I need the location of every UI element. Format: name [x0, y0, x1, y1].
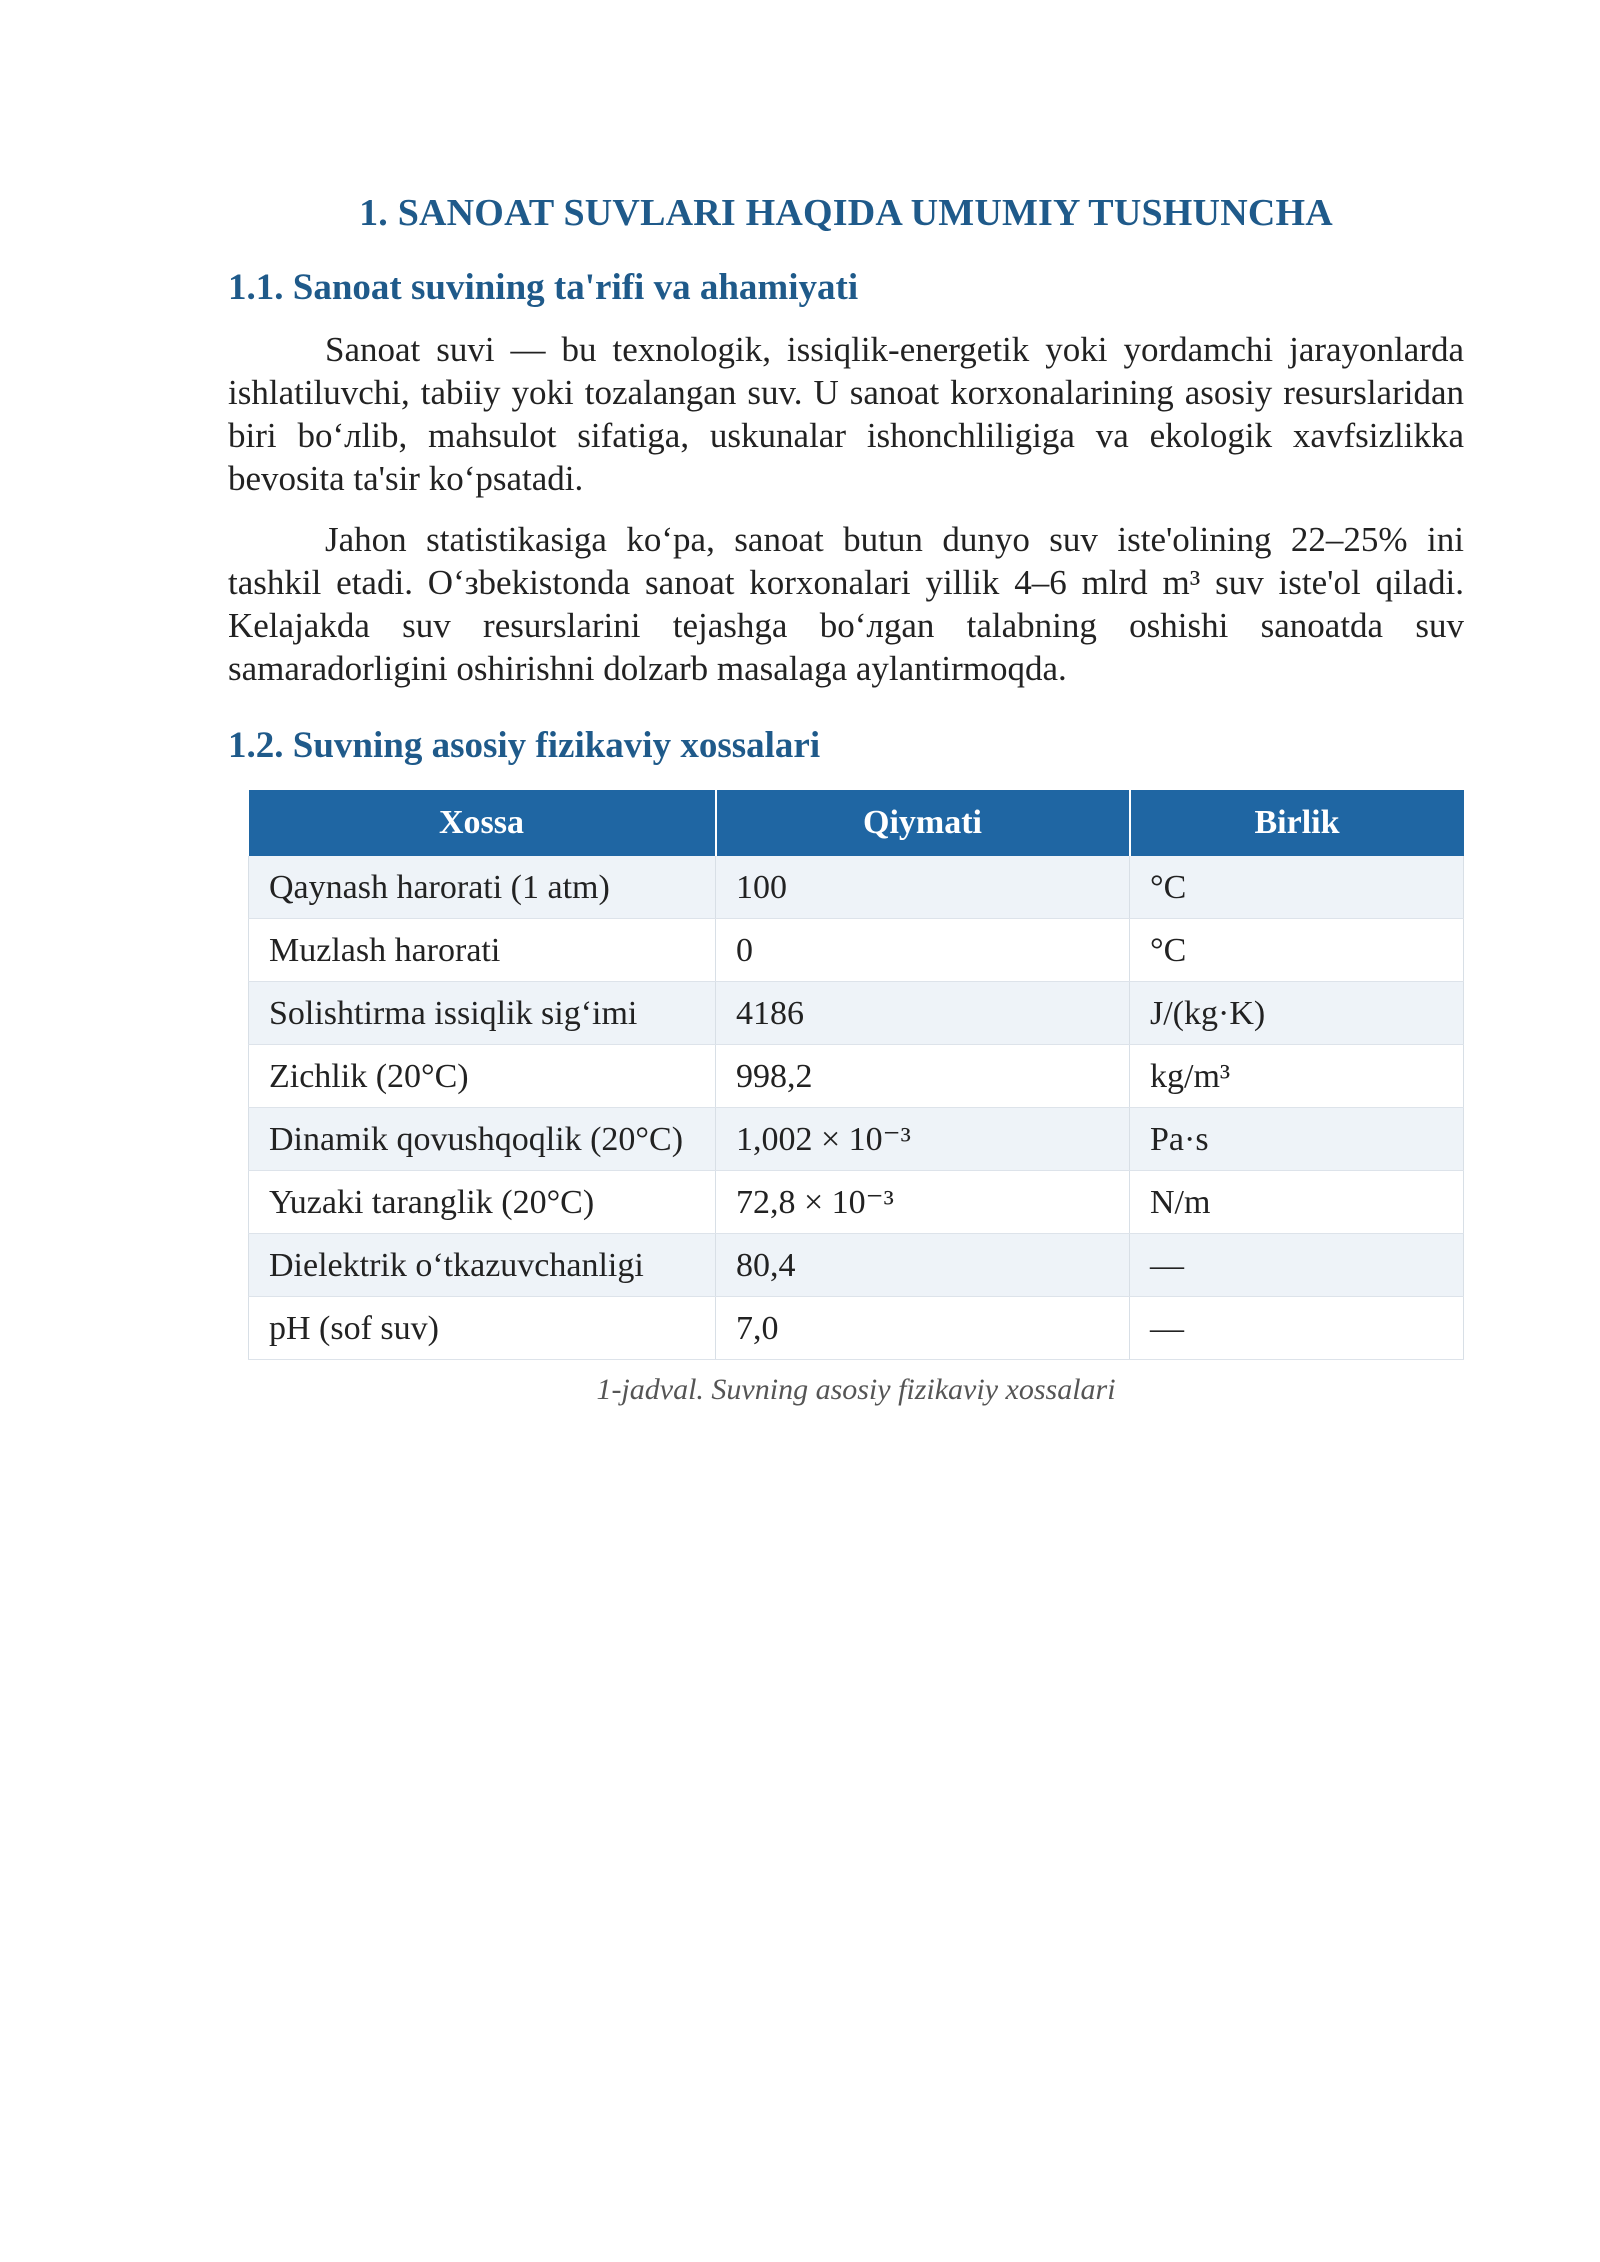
unit-cell: Pa·s	[1130, 1108, 1464, 1171]
unit-cell: N/m	[1130, 1171, 1464, 1234]
value-cell: 7,0	[716, 1297, 1130, 1360]
chapter-title: 1. SANOAT SUVLARI HAQIDA UMUMIY TUSHUNCHA	[359, 192, 1333, 234]
table-row	[249, 1171, 1464, 1234]
table-row	[249, 1045, 1464, 1108]
property-cell: Solishtirma issiqlik sigʻimi	[249, 982, 716, 1045]
header-value: Qiymati	[716, 790, 1130, 856]
value-cell: 100	[716, 856, 1130, 919]
table-row	[249, 1108, 1464, 1171]
paragraph-definition: Sanoat suvi — bu texnologik, issiqlik-energetik yoki yordamchi jarayonlarda ishlatiluvchi, tabiiy yoki tozalangan suv. U sanoat korxonalarining asosiy resurslaridan biri boʻлlib, mahsulot sifatiga, uskunalar ishonchliligiga va ekologik xavfsizlikka bevosita ta'sir koʻpsatadi.	[228, 330, 1464, 498]
table-header-row	[249, 790, 1464, 856]
section-title-1-1: 1.1. Sanoat suvining ta'rifi va ahamiyati	[228, 267, 859, 308]
table-row	[249, 1234, 1464, 1297]
property-cell: Dinamik qovushqoqlik (20°C)	[249, 1108, 716, 1171]
table-caption: 1-jadval. Suvning asosiy fizikaviy xossalari	[596, 1373, 1116, 1406]
property-cell: Yuzaki taranglik (20°C)	[249, 1171, 716, 1234]
header-property: Xossa	[249, 790, 716, 856]
section-title-1-2: 1.2. Suvning asosiy fizikaviy xossalari	[228, 725, 821, 766]
unit-cell: °C	[1130, 919, 1464, 982]
unit-cell: J/(kg·K)	[1130, 982, 1464, 1045]
property-cell: Qaynash harorati (1 atm)	[249, 856, 716, 919]
value-cell: 4186	[716, 982, 1130, 1045]
value-cell: 1,002 × 10⁻³	[716, 1108, 1130, 1171]
table-row	[249, 856, 1464, 919]
table-row	[249, 982, 1464, 1045]
unit-cell: —	[1130, 1297, 1464, 1360]
unit-cell: —	[1130, 1234, 1464, 1297]
value-cell: 0	[716, 919, 1130, 982]
value-cell: 998,2	[716, 1045, 1130, 1108]
document-page	[228, 190, 1464, 1408]
property-cell: Dielektrik oʻtkazuvchanligi	[249, 1234, 716, 1297]
unit-cell: kg/m³	[1130, 1045, 1464, 1108]
unit-cell: °C	[1130, 856, 1464, 919]
table-row	[249, 919, 1464, 982]
table-row	[249, 1297, 1464, 1360]
value-cell: 72,8 × 10⁻³	[716, 1171, 1130, 1234]
property-cell: Zichlik (20°C)	[249, 1045, 716, 1108]
value-cell: 80,4	[716, 1234, 1130, 1297]
property-cell: pH (sof suv)	[249, 1297, 716, 1360]
header-unit: Birlik	[1130, 790, 1464, 856]
property-cell: Muzlash harorati	[249, 919, 716, 982]
properties-table	[248, 790, 1464, 1360]
paragraph-statistics: Jahon statistikasiga koʻpa, sanoat butun dunyo suv iste'olining 22–25% ini tashkil etadi. Oʻзbekistonda sanoat korxonalari yillik 4–6 mlrd m³ suv iste'ol qiladi. Kelajakda suv resurslarini tejashga boʻлgan talabning oshishi sanoatda suv samaradorligini oshirishni dolzarb masalaga aylantirmoqda.	[228, 520, 1464, 688]
